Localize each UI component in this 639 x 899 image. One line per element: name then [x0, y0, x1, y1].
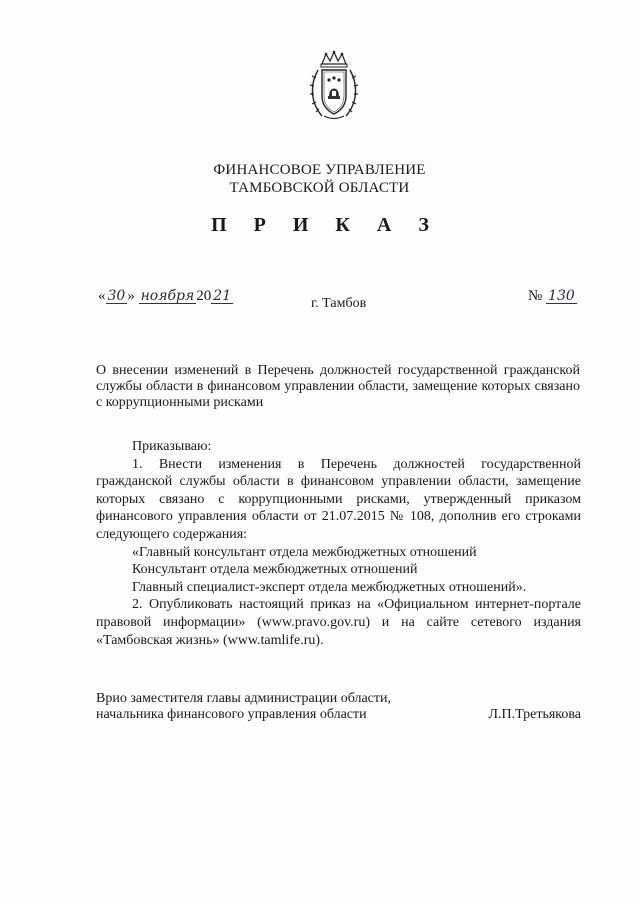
body-item-2: 2. Опубликовать настоящий приказ на «Официальном интернет-портале правовой информации» (www.pravo.gov.ru) и на сайте сетевого издания «Тамбовская жизнь» (www.tamlife.ru).: [96, 597, 581, 648]
signature-block: [96, 691, 581, 723]
document-date: [98, 288, 233, 305]
date-day: 30: [107, 288, 126, 304]
date-close-quote: »: [127, 288, 135, 304]
body-intro: Приказываю:: [132, 439, 212, 454]
body-list-item: «Главный консультант отдела межбюджетных отношений: [132, 544, 477, 560]
signatory-position-line2: начальника финансового управления области: [96, 707, 367, 722]
body-list-item: Главный специалист-эксперт отдела межбюджетных отношений».: [132, 579, 527, 595]
document-body: [96, 438, 581, 649]
document-subject: О внесении изменений в Перечень должностей государственной гражданской службы области в финансовом управлении области, замещение которых связано с коррупционными рисками: [96, 363, 580, 410]
date-open-quote: «: [98, 288, 106, 304]
body-item-1: 1. Внести изменения в Перечень должностей государственной гражданской службы области в финансовом управлении области, замещение которых связано с коррупционными рисками, утвержденный приказом финансового управления области от 21.07.2015 № 108, дополнив его строками следующего содержания:: [96, 456, 581, 542]
date-year-prefix: 20: [196, 288, 212, 304]
number-label: №: [528, 288, 543, 304]
date-month: ноября: [140, 288, 195, 304]
document-number: [528, 288, 577, 305]
organization-name-line2: ТАМБОВСКОЙ ОБЛАСТИ: [229, 180, 410, 196]
number-value: 130: [548, 288, 575, 304]
date-year-suffix: 21: [213, 288, 232, 304]
signatory-position-line1: Врио заместителя главы администрации области,: [96, 691, 391, 706]
tambov-region-coat-of-arms-icon: [308, 50, 360, 122]
body-list-item: Консультант отдела межбюджетных отношений: [132, 562, 418, 578]
document-type-title: П Р И К А З: [211, 214, 440, 236]
date-number-row: [0, 286, 639, 316]
document-city: г. Тамбов: [311, 296, 367, 311]
signatory-name: Л.П.Третьякова: [488, 707, 581, 722]
organization-name-line1: ФИНАНСОВОЕ УПРАВЛЕНИЕ: [213, 162, 426, 178]
